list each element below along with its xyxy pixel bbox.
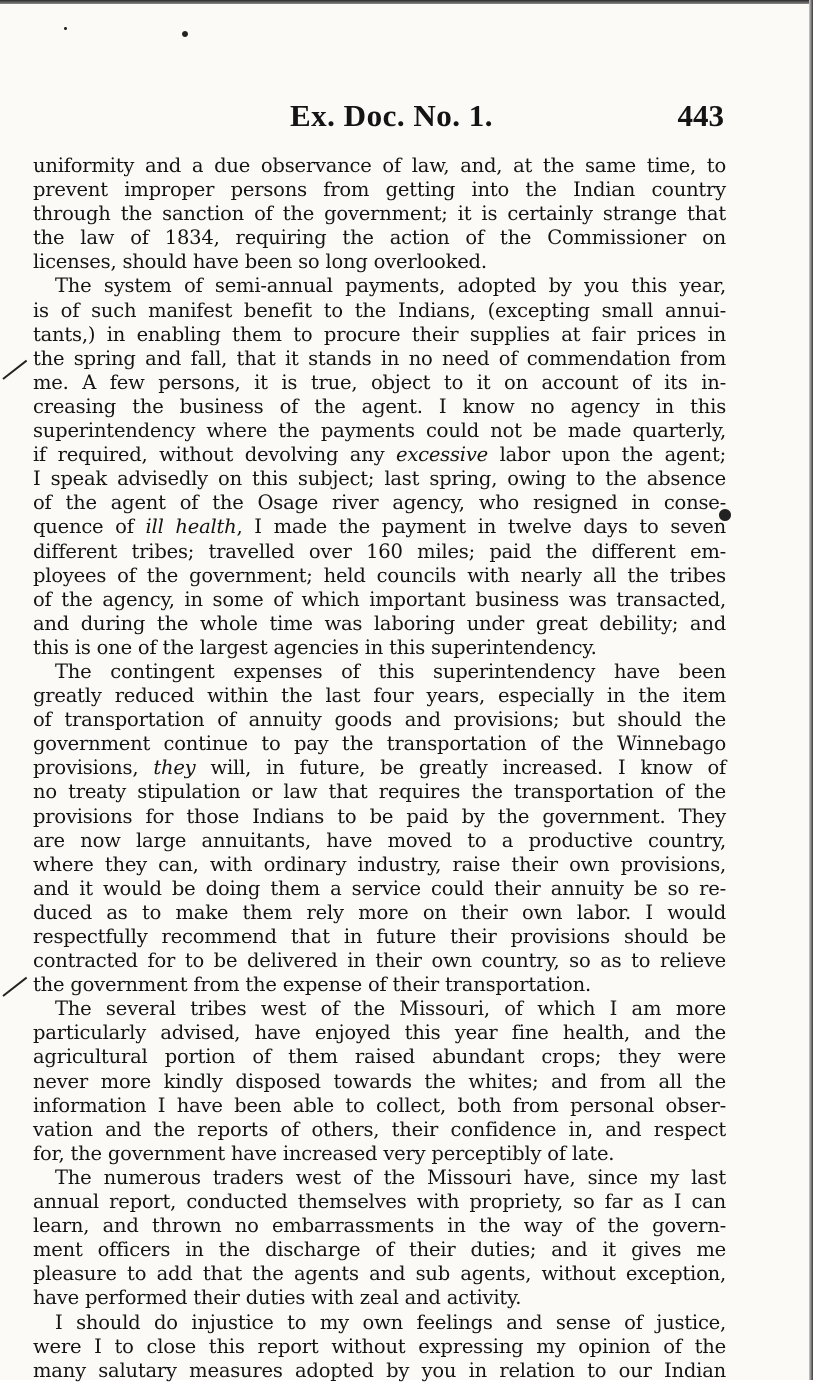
text-line: if required, without devolving any excessive labor upon the agent; [33,443,726,467]
text-line: The numerous traders west of the Missouri have, since my last [55,1165,726,1189]
text-line: government continue to pay the transportation of the Winnebago [33,732,726,756]
text-line: the government from the expense of their transportation. [33,973,591,997]
body-text [33,154,726,1383]
text-line: The several tribes west of the Missouri, of which I am more [55,997,726,1021]
text-line: respectfully recommend that in future their provisions should be [33,925,726,948]
text-line: The system of semi-annual payments, adopted by you this year, [55,274,726,298]
page-top-edge [0,0,813,4]
running-header [32,98,724,138]
italic-emphasis: ill health [145,515,237,539]
text-line: and it would be doing them a service could their annuity be so re- [33,876,726,900]
page-right-edge [809,0,813,1380]
ink-speck [64,27,67,30]
text-line: no treaty stipulation or law that requires the transportation of the [33,780,726,804]
margin-tick-mark [2,977,27,997]
text-line: of the agent of the Osage river agency, who resigned in conse- [33,491,726,515]
text-line: I should do injustice to my own feelings and sense of justice, [55,1310,726,1334]
text-line: quence of ill health, I made the payment in twelve days to seven [33,515,726,539]
text-line: creasing the business of the agent. I know no agency in this [33,394,726,418]
text-line: annual report, conducted themselves with propriety, so far as I can [33,1190,726,1214]
text-line: is of such manifest benefit to the Indians, (excepting small annui- [33,298,726,322]
text-line: greatly reduced within the last four years, especially in the item [33,684,726,708]
text-line: provisions for those Indians to be paid by the government. They [33,804,726,828]
text-line: of transportation of annuity goods and provisions; but should the [33,708,726,732]
text-line: provisions, they will, in future, be greatly increased. I know of [33,756,727,780]
text-line: tants,) in enabling them to procure their supplies at fair prices in [33,322,726,346]
text-line: the law of 1834, requiring the action of the Commissioner on [33,226,726,250]
text-line: many salutary measures adopted by you in relation to our Indian [33,1358,726,1382]
margin-tick-mark [2,360,27,380]
text-line: for, the government have increased very perceptibly of late. [33,1141,615,1165]
text-line: never more kindly disposed towards the whites; and from all the [33,1069,726,1093]
text-line: pleasure to add that the agents and sub agents, without exception, [33,1262,726,1286]
text-line: me. A few persons, it is true, object to it on account of its in- [33,370,726,394]
text-line: ment officers in the discharge of their duties; and it gives me [33,1238,726,1262]
text-line: agricultural portion of them raised abundant crops; they were [33,1045,726,1069]
text-line: where they can, with ordinary industry, raise their own provisions, [33,852,726,876]
text-line: prevent improper persons from getting into the Indian country [33,178,726,202]
text-line: learn, and thrown no embarrassments in the way of the govern- [33,1214,726,1238]
text-line: and during the whole time was laboring under great debility; and [33,611,726,635]
text-line: different tribes; travelled over 160 miles; paid the different em- [33,539,726,563]
text-line: contracted for to be delivered in their own country, so as to relieve [33,949,726,973]
text-line: of the agency, in some of which important business was transacted, [33,587,726,611]
text-line: I speak advisedly on this subject; last spring, owing to the absence [33,467,726,491]
italic-emphasis: they [153,756,196,780]
text-line: are now large annuitants, have moved to a productive country, [33,828,726,852]
text-line: the spring and fall, that it stands in no need of commendation from [33,346,726,370]
text-line: this is one of the largest agencies in this superintendency. [33,635,597,659]
text-line: superintendency where the payments could not be made quarterly, [33,419,726,443]
text-line: through the sanction of the government; it is certainly strange that [33,202,726,226]
text-line: particularly advised, have enjoyed this year fine health, and the [33,1021,726,1045]
page-number: 443 [677,98,724,133]
text-line: duced as to make them rely more on their own labor. I would [33,900,726,924]
text-line: information I have been able to collect, both from personal obser- [33,1093,726,1117]
document-title: Ex. Doc. No. 1. [290,98,493,133]
text-line: vation and the reports of others, their confidence in, and respect [33,1117,726,1141]
text-line: ployees of the government; held councils with nearly all the tribes [33,563,726,587]
italic-emphasis: excessive [395,443,488,467]
text-line: uniformity and a due observance of law, and, at the same time, to [33,154,726,177]
ink-speck [182,31,188,37]
text-line: were I to close this report without expressing my opinion of the [33,1334,726,1358]
text-line: The contingent expenses of this superintendency have been [55,659,726,683]
text-line: licenses, should have been so long overlooked. [33,250,487,274]
text-line: have performed their duties with zeal and activity. [33,1286,522,1310]
